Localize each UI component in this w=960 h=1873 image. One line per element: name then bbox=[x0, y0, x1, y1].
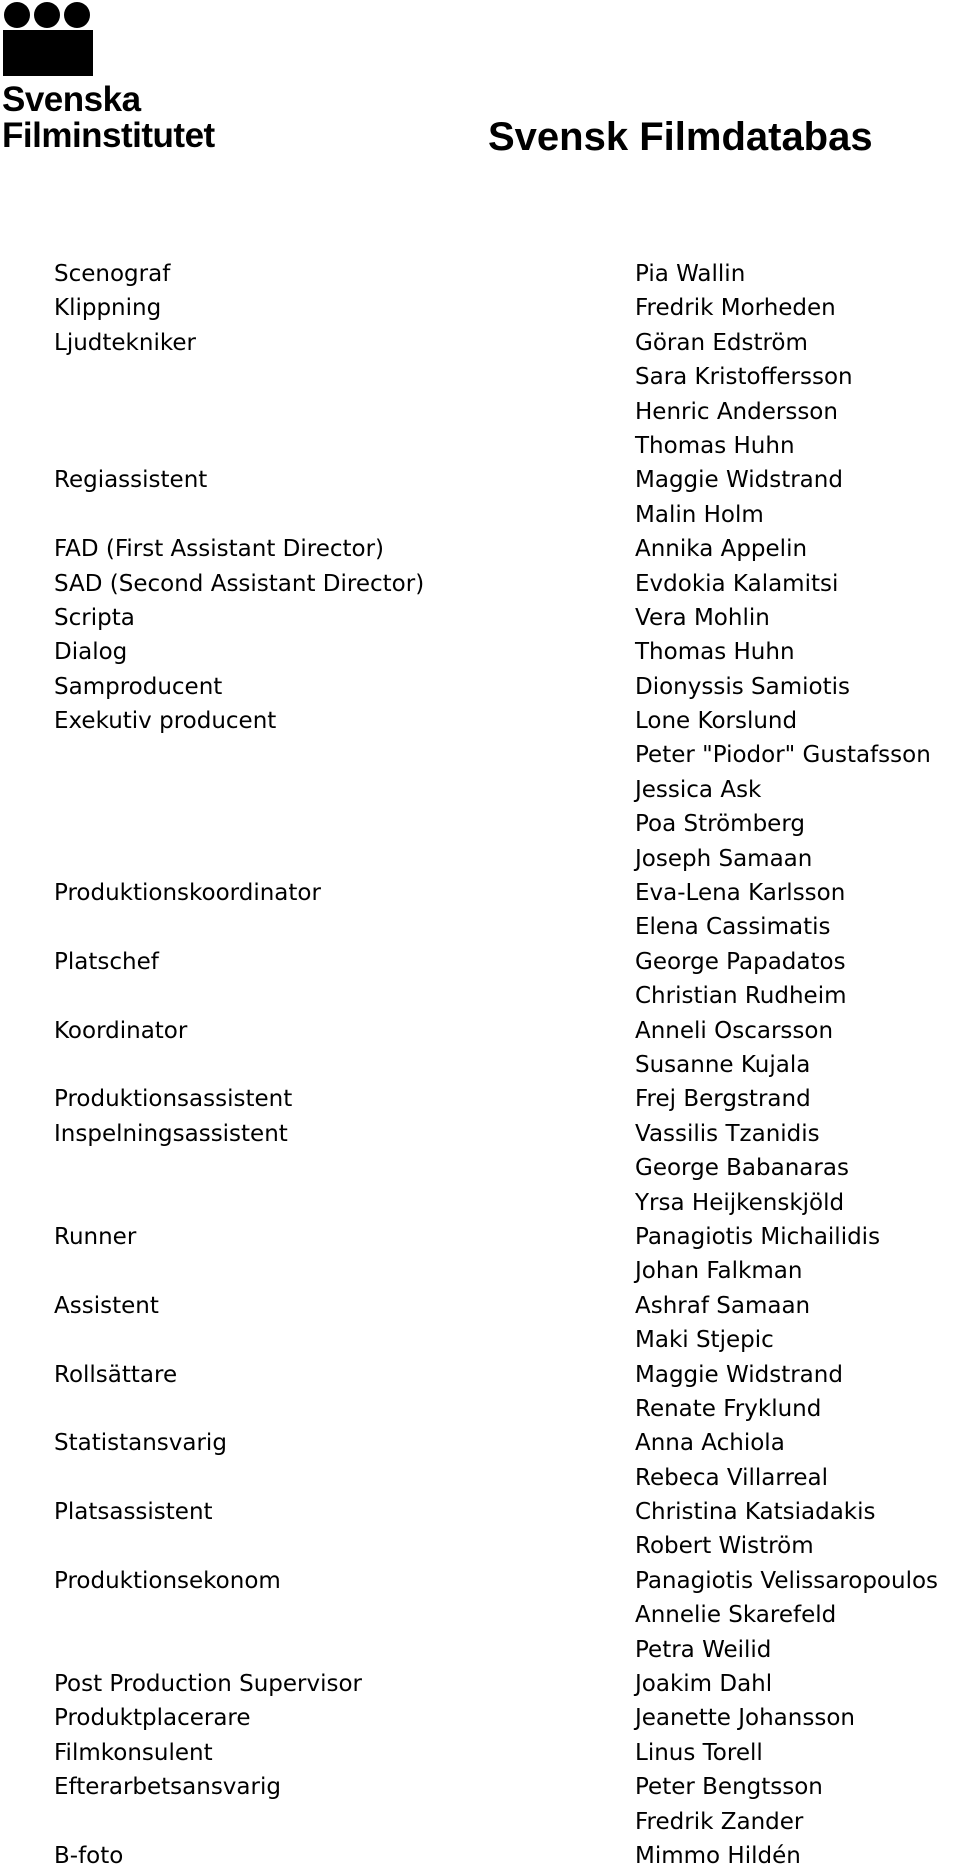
credit-person: Mimmo Hildén bbox=[635, 1842, 801, 1869]
credit-person: Maggie Widstrand bbox=[635, 1361, 843, 1388]
credit-person: Jessica Ask bbox=[635, 776, 762, 803]
credit-person: George Papadatos bbox=[635, 948, 846, 975]
logo-text-line1: Svenska bbox=[2, 80, 141, 119]
credit-person: Christina Katsiadakis bbox=[635, 1499, 876, 1526]
credit-row bbox=[0, 567, 960, 601]
credit-person: Elena Cassimatis bbox=[635, 914, 831, 941]
credit-person: Evdokia Kalamitsi bbox=[635, 570, 839, 597]
credit-row bbox=[0, 945, 960, 979]
credit-person: Vera Mohlin bbox=[635, 604, 770, 631]
credit-person: Henric Andersson bbox=[635, 398, 838, 425]
credit-person: Thomas Huhn bbox=[635, 639, 795, 666]
credit-row bbox=[0, 1358, 960, 1392]
credit-row bbox=[0, 1633, 960, 1667]
credit-row bbox=[0, 291, 960, 325]
credit-row bbox=[0, 1667, 960, 1701]
credit-role: Efterarbetsansvarig bbox=[54, 1774, 281, 1801]
credit-row bbox=[0, 1701, 960, 1735]
credit-row bbox=[0, 463, 960, 497]
credit-role: FAD (First Assistant Director) bbox=[54, 536, 385, 563]
credit-row bbox=[0, 395, 960, 429]
credit-row bbox=[0, 1461, 960, 1495]
credit-role: Assistent bbox=[54, 1292, 159, 1319]
credit-row bbox=[0, 1048, 960, 1082]
credit-person: Göran Edström bbox=[635, 329, 808, 356]
credit-role: SAD (Second Assistant Director) bbox=[54, 570, 425, 597]
credit-person: Linus Torell bbox=[635, 1739, 763, 1766]
credit-row bbox=[0, 1736, 960, 1770]
credit-role: Produktionsekonom bbox=[54, 1567, 281, 1594]
credit-row bbox=[0, 1151, 960, 1185]
credit-person: Ashraf Samaan bbox=[635, 1292, 811, 1319]
credit-person: Dionyssis Samiotis bbox=[635, 673, 850, 700]
credit-person: Anna Achiola bbox=[635, 1430, 785, 1457]
credit-person: Lone Korslund bbox=[635, 708, 798, 735]
credit-person: Robert Wiström bbox=[635, 1533, 814, 1560]
credit-person: Poa Strömberg bbox=[635, 811, 805, 838]
logo-text-line2: Filminstitutet bbox=[2, 116, 215, 155]
credit-person: Thomas Huhn bbox=[635, 432, 795, 459]
credit-row bbox=[0, 670, 960, 704]
credit-role: Scenograf bbox=[54, 261, 171, 287]
svenska-filminstitutet-logo bbox=[2, 2, 252, 162]
credit-person: Panagiotis Michailidis bbox=[635, 1223, 881, 1250]
logo-dot bbox=[4, 2, 30, 28]
credit-role: Ljudtekniker bbox=[54, 329, 196, 356]
credit-person: Renate Fryklund bbox=[635, 1395, 822, 1422]
credit-row bbox=[0, 1014, 960, 1048]
credit-row bbox=[0, 704, 960, 738]
credit-row bbox=[0, 1186, 960, 1220]
credit-role: Produktionsassistent bbox=[54, 1086, 293, 1113]
credit-person: Sara Kristoffersson bbox=[635, 364, 853, 391]
credit-person: Vassilis Tzanidis bbox=[635, 1120, 820, 1147]
credit-person: Frej Bergstrand bbox=[635, 1086, 811, 1113]
credit-row bbox=[0, 979, 960, 1013]
credit-role: Rollsättare bbox=[54, 1361, 178, 1388]
credit-row bbox=[0, 1426, 960, 1460]
credit-row bbox=[0, 1289, 960, 1323]
credit-person: Peter "Piodor" Gustafsson bbox=[635, 742, 931, 769]
credit-row bbox=[0, 1805, 960, 1839]
credit-person: Rebeca Villarreal bbox=[635, 1464, 829, 1491]
credit-person: Joseph Samaan bbox=[635, 845, 813, 872]
credit-row bbox=[0, 635, 960, 669]
credit-role: Platsassistent bbox=[54, 1499, 213, 1526]
credit-person: Annika Appelin bbox=[635, 536, 808, 563]
credit-person: Malin Holm bbox=[635, 501, 764, 528]
credit-row bbox=[0, 1082, 960, 1116]
credit-person: Maggie Widstrand bbox=[635, 467, 843, 494]
credit-row bbox=[0, 773, 960, 807]
credit-row bbox=[0, 842, 960, 876]
credit-role: Runner bbox=[54, 1223, 137, 1250]
credits-list bbox=[0, 257, 960, 1873]
credit-role: Regiassistent bbox=[54, 467, 208, 494]
credit-role: Koordinator bbox=[54, 1017, 188, 1044]
credit-row bbox=[0, 1770, 960, 1804]
logo-block bbox=[3, 30, 93, 76]
credit-role: Scripta bbox=[54, 604, 135, 631]
logo-dot bbox=[34, 2, 60, 28]
credit-row bbox=[0, 738, 960, 772]
credit-row bbox=[0, 429, 960, 463]
credit-row bbox=[0, 1323, 960, 1357]
credit-row bbox=[0, 498, 960, 532]
page-title: Svensk Filmdatabas bbox=[488, 115, 873, 159]
credit-row bbox=[0, 257, 960, 291]
credit-person: Annelie Skarefeld bbox=[635, 1602, 837, 1629]
credit-role: Inspelningsassistent bbox=[54, 1120, 288, 1147]
credit-person: Johan Falkman bbox=[635, 1258, 803, 1285]
credit-person: Jeanette Johansson bbox=[635, 1705, 855, 1732]
credit-row bbox=[0, 1220, 960, 1254]
credit-row bbox=[0, 601, 960, 635]
credit-person: George Babanaras bbox=[635, 1155, 849, 1182]
credit-person: Anneli Oscarsson bbox=[635, 1017, 834, 1044]
credit-row bbox=[0, 532, 960, 566]
credit-row bbox=[0, 1117, 960, 1151]
credit-person: Yrsa Heijkenskjöld bbox=[635, 1189, 845, 1216]
credit-person: Joakim Dahl bbox=[635, 1671, 773, 1698]
credit-row bbox=[0, 326, 960, 360]
credit-row bbox=[0, 910, 960, 944]
credit-person: Pia Wallin bbox=[635, 261, 746, 287]
credit-row bbox=[0, 1495, 960, 1529]
credit-row bbox=[0, 1598, 960, 1632]
credit-row bbox=[0, 1529, 960, 1563]
credit-role: Post Production Supervisor bbox=[54, 1671, 363, 1698]
credit-row bbox=[0, 1392, 960, 1426]
credit-person: Christian Rudheim bbox=[635, 983, 847, 1010]
credit-person: Maki Stjepic bbox=[635, 1327, 774, 1354]
credit-role: Filmkonsulent bbox=[54, 1739, 213, 1766]
credit-role: Dialog bbox=[54, 639, 128, 666]
credit-person: Eva-Lena Karlsson bbox=[635, 880, 846, 907]
credit-role: Samproducent bbox=[54, 673, 223, 700]
credit-role: Produktplacerare bbox=[54, 1705, 251, 1732]
logo-dot bbox=[64, 2, 90, 28]
credit-row bbox=[0, 360, 960, 394]
credit-row bbox=[0, 876, 960, 910]
credit-role: Klippning bbox=[54, 295, 162, 322]
credit-row bbox=[0, 1254, 960, 1288]
credit-row bbox=[0, 807, 960, 841]
credit-role: Exekutiv producent bbox=[54, 708, 277, 735]
credit-person: Peter Bengtsson bbox=[635, 1774, 823, 1801]
credit-person: Fredrik Zander bbox=[635, 1808, 804, 1835]
credit-role: Platschef bbox=[54, 948, 159, 975]
credit-role: Produktionskoordinator bbox=[54, 880, 321, 907]
credit-person: Panagiotis Velissaropoulos bbox=[635, 1567, 939, 1594]
credit-row bbox=[0, 1564, 960, 1598]
credit-person: Petra Weilid bbox=[635, 1636, 772, 1663]
credit-person: Susanne Kujala bbox=[635, 1051, 811, 1078]
credit-role: Statistansvarig bbox=[54, 1430, 227, 1457]
credit-person: Fredrik Morheden bbox=[635, 295, 836, 322]
credit-role: B-foto bbox=[54, 1842, 124, 1869]
